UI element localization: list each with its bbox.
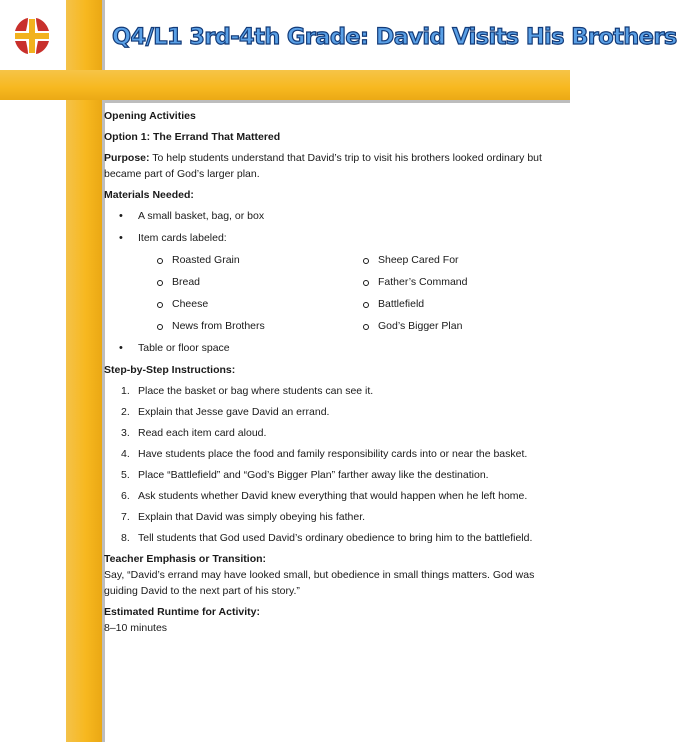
step-text: Place the basket or bag where students can see it.: [138, 385, 374, 397]
step-text: Ask students whether David knew everything that would happen when he left home.: [138, 490, 528, 502]
step-number: 4.: [121, 448, 130, 460]
vertical-cross-band: [66, 0, 102, 742]
runtime-heading: Estimated Runtime for Activity:: [104, 606, 260, 618]
item-card: God’s Bigger Plan: [362, 318, 542, 334]
step-number: 1.: [121, 385, 130, 397]
step-number: 8.: [121, 532, 130, 544]
step-number: 5.: [121, 469, 130, 481]
item-card: Roasted Grain: [156, 252, 362, 268]
step-text: Place “Battlefield” and “God’s Bigger Plan” farther away like the destination.: [138, 469, 489, 481]
step-text: Explain that Jesse gave David an errand.: [138, 406, 330, 418]
material-item: • A small basket, bag, or box: [104, 208, 554, 224]
item-card: Sheep Cared For: [362, 252, 542, 268]
item-card: News from Brothers: [156, 318, 362, 334]
step-item: [104, 488, 554, 504]
step-text: Explain that David was simply obeying his father.: [138, 511, 366, 523]
materials-list-cont: [104, 340, 554, 356]
emphasis-heading: Teacher Emphasis or Transition:: [104, 553, 267, 565]
step-number: 6.: [121, 490, 130, 502]
purpose-label: Purpose:: [104, 152, 150, 164]
step-number: 3.: [121, 427, 130, 439]
step-item: [104, 446, 554, 462]
step-number: 7.: [121, 511, 130, 523]
horizontal-cross-band: [0, 70, 570, 100]
page-title: Q4/L1 3rd-4th Grade: David Visits His Brothers: [112, 24, 677, 50]
item-card: Father’s Command: [362, 274, 542, 290]
materials-heading: Materials Needed:: [104, 189, 194, 201]
runtime-text: 8–10 minutes: [104, 622, 168, 634]
item-card: Cheese: [156, 296, 362, 312]
church-cross-logo: [12, 16, 52, 56]
step-item: [104, 530, 554, 546]
opening-heading: Opening Activities: [104, 110, 196, 122]
emphasis-text: Say, “David’s errand may have looked small, but obedience in small things matters. God was guiding David to the next part of his story.”: [104, 569, 535, 597]
material-item: • Item cards labeled:: [104, 230, 554, 246]
step-item: [104, 383, 554, 399]
horizontal-band-shadow: [102, 100, 570, 103]
step-item: [104, 509, 554, 525]
lesson-content: [104, 108, 554, 641]
step-item: [104, 404, 554, 420]
materials-list: [104, 208, 554, 246]
purpose-text: To help students understand that David’s trip to visit his brothers looked ordinary but became part of God’s larger plan.: [104, 152, 542, 180]
purpose-paragraph: [104, 150, 554, 182]
steps-heading: Step-by-Step Instructions:: [104, 364, 236, 376]
option-heading: Option 1: The Errand That Mattered: [104, 131, 281, 143]
steps-list: [104, 383, 554, 546]
step-text: Tell students that God used David’s ordinary obedience to bring him to the battlefield.: [138, 532, 533, 544]
step-text: Read each item card aloud.: [138, 427, 267, 439]
step-item: [104, 467, 554, 483]
material-item: • Table or floor space: [104, 340, 554, 356]
step-text: Have students place the food and family responsibility cards into or near the basket.: [138, 448, 528, 460]
item-card: Battlefield: [362, 296, 542, 312]
item-card: Bread: [156, 274, 362, 290]
item-cards-grid: [104, 252, 554, 334]
step-item: [104, 425, 554, 441]
step-number: 2.: [121, 406, 130, 418]
